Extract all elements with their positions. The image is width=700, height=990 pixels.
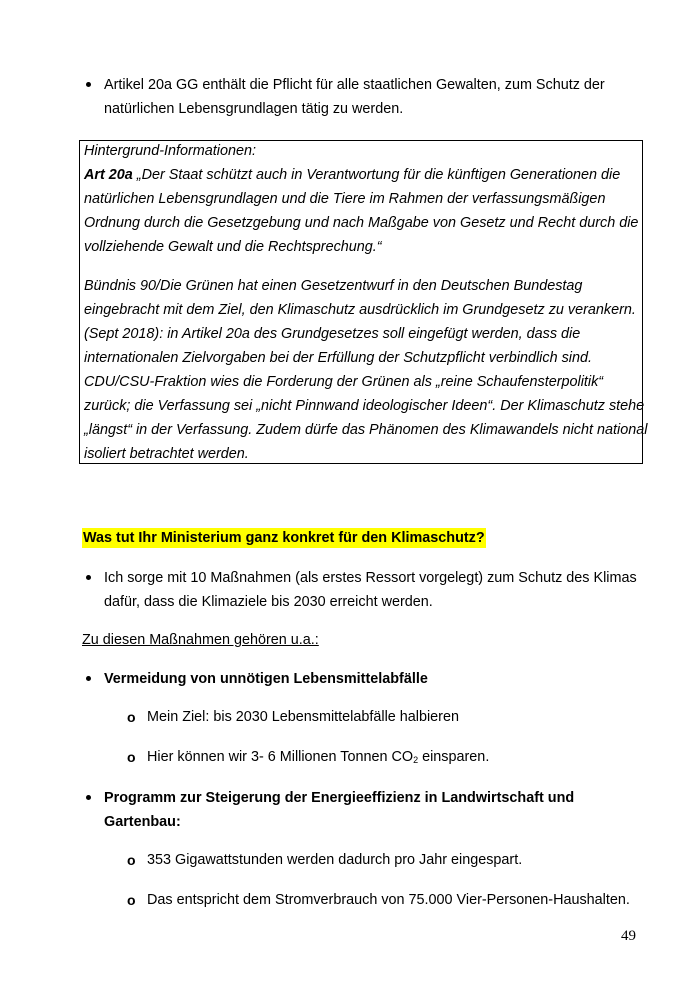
article-quote-line-2: natürlichen Lebensgrundlagen und die Tiere im Rahmen der verfassungsmäßigen [84, 191, 606, 207]
background-paragraph-line-6: zurück; die Verfassung sei „nicht Pinnwand ideologischer Ideen“. Der Klimaschutz stehe [84, 398, 645, 414]
co2-text-prefix: Hier können wir 3- 6 Millionen Tonnen CO [147, 749, 414, 765]
measure-2-sub-1: 353 Gigawattstunden werden dadurch pro Jahr eingespart. [147, 852, 523, 868]
bullet-point-massnahmen [86, 575, 91, 580]
background-paragraph-line-3: (Sept 2018): in Artikel 20a des Grundgesetzes soll eingefügt werden, dass die [84, 326, 581, 342]
background-info-box [79, 140, 648, 464]
artikel-20a-line-2: natürlichen Lebensgrundlagen tätig zu werden. [104, 101, 404, 117]
article-quote-line-4: vollziehende Gewalt und die Rechtsprechung.“ [84, 239, 382, 255]
measure-1-sub-1: Mein Ziel: bis 2030 Lebensmittelabfälle halbieren [147, 709, 459, 725]
background-paragraph-line-2: eingebracht mit dem Ziel, den Klimaschutz ausdrücklich im Grundgesetz zu verankern. [84, 302, 636, 318]
background-paragraph-line-4: internationalen Zielvorgaben bei der Erfüllung der Schutzpflicht verbindlich sind. [84, 350, 592, 366]
bullet-point-measure-1 [86, 676, 91, 681]
article-quote-line-3: Ordnung durch die Gesetzgebung und nach Maßgabe von Gesetz und Recht durch die [84, 215, 639, 231]
page-number: 49 [621, 928, 636, 944]
bullet-point-measure-2 [86, 795, 91, 800]
article-quote-line-1 [84, 163, 620, 187]
background-label: Hintergrund-Informationen: [84, 143, 256, 159]
measure-1-sub-2 [147, 745, 489, 772]
measure-2-title-line-1: Programm zur Steigerung der Energieeffizienz in Landwirtschaft und [104, 790, 575, 806]
co2-text-suffix: einsparen. [418, 749, 490, 765]
massnahmen-line-2: dafür, dass die Klimaziele bis 2030 erreicht werden. [104, 594, 433, 610]
article-reference: Art 20a [84, 167, 133, 183]
article-quote-text-1: „Der Staat schützt auch in Verantwortung für die künftigen Generationen die [132, 167, 621, 183]
sub-bullet-marker: o [127, 892, 136, 908]
sub-bullet-marker: o [127, 852, 136, 868]
measure-1-title: Vermeidung von unnötigen Lebensmittelabfälle [104, 671, 428, 687]
background-paragraph-line-5: CDU/CSU-Fraktion wies die Forderung der Grünen als „reine Schaufensterpolitik“ [84, 374, 604, 390]
measures-intro: Zu diesen Maßnahmen gehören u.a.: [82, 632, 319, 648]
measure-2-title-line-2: Gartenbau: [104, 814, 181, 830]
background-paragraph-line-8: isoliert betrachtet werden. [84, 446, 249, 462]
artikel-20a-line-1: Artikel 20a GG enthält die Pflicht für alle staatlichen Gewalten, zum Schutz der [104, 77, 605, 93]
sub-bullet-marker: o [127, 709, 136, 725]
background-paragraph-line-7: „längst“ in der Verfassung. Zudem dürfe das Phänomen des Klimawandels nicht national [84, 422, 648, 438]
question-heading: Was tut Ihr Ministerium ganz konkret für den Klimaschutz? [83, 530, 485, 546]
co2-subscript: 2 [413, 755, 419, 765]
massnahmen-line-1: Ich sorge mit 10 Maßnahmen (als erstes Ressort vorgelegt) zum Schutz des Klimas [104, 570, 637, 586]
measure-2-sub-2: Das entspricht dem Stromverbrauch von 75.000 Vier-Personen-Haushalten. [147, 892, 630, 908]
bullet-point-artikel [86, 82, 91, 87]
background-paragraph-line-1: Bündnis 90/Die Grünen hat einen Gesetzentwurf in den Deutschen Bundestag [84, 278, 583, 294]
sub-bullet-marker: o [127, 749, 136, 765]
